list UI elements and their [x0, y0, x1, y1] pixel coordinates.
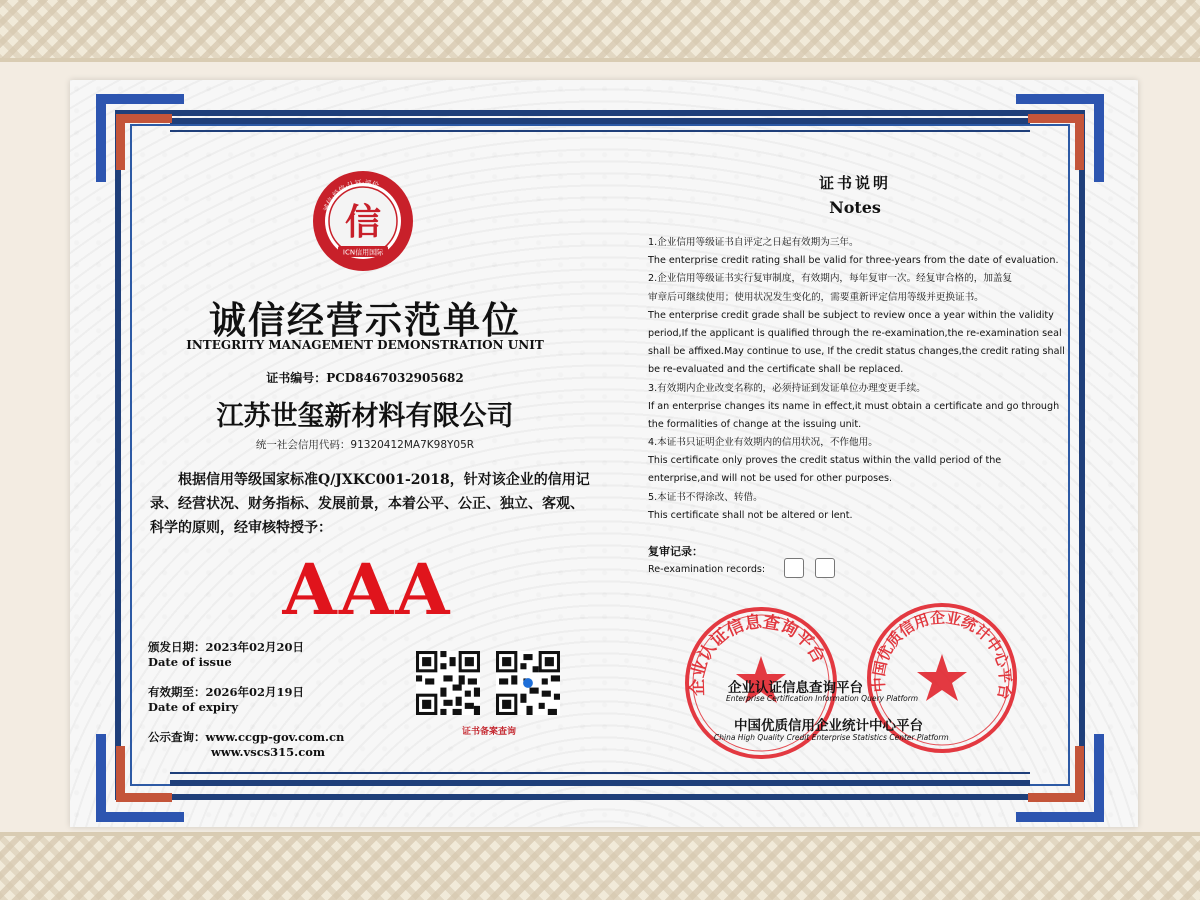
notes-line: 1.企业信用等级证书自评定之日起有效期为三年。 [648, 237, 859, 248]
credit-grade: AAA [282, 548, 452, 631]
notes-line: period,If the applicant is qualified through the re-examination,the re-examination seal [648, 327, 1062, 339]
notes-line: 5.本证书不得涂改、转借。 [648, 491, 763, 503]
platform-1-name-en: Enterprise Certification Information Query Platform [726, 694, 919, 703]
qr-code-icon[interactable] [496, 651, 560, 715]
expiry-date-cn: 有效期至：2026年02月19日 [148, 685, 305, 699]
notes-line: This certificate only proves the credit status within the valld period of the [648, 455, 1002, 467]
logo-center-glyph: 信 [344, 201, 382, 243]
credit-logo-icon [310, 168, 416, 274]
corner-ornament-bottom-right [1016, 734, 1104, 822]
notes-line: If an enterprise changes its name in effect,it must obtain a certificate and go through [648, 400, 1060, 412]
frame-top-rule [170, 118, 1030, 124]
frame-top-rule-thin [170, 130, 1030, 132]
notes-line: The enterprise credit rating shall be valid for three-years from the date of evaluation. [648, 255, 1059, 267]
notes-line: The enterprise credit grade shall be subject to review once a year within the validity [648, 309, 1054, 321]
validity-block [148, 640, 408, 760]
certificate-title-en: INTEGRITY MANAGEMENT DEMONSTRATION UNIT [186, 338, 544, 352]
notes-title-cn: 证书说明 [818, 174, 891, 192]
notes-line: This certificate shall not be altered or lent. [648, 509, 853, 521]
company-name: 江苏世玺新材料有限公司 [216, 401, 514, 432]
review-records-label-en: Re-examination records: [648, 564, 766, 575]
decorative-top-band [0, 0, 1200, 62]
platform-1-name-cn: 企业认证信息查询平台 [728, 680, 863, 696]
expiry-date-en: Date of expiry [148, 700, 239, 714]
issue-date-cn: 颁发日期：2023年02月20日 [148, 640, 305, 654]
certificate-number: 证书编号：PCD8467032905682 [266, 371, 464, 385]
certificate-title-cn: 诚信经营示范单位 [209, 298, 521, 342]
qr-code-icon[interactable] [416, 651, 480, 715]
review-records-label-cn: 复审记录： [648, 545, 703, 558]
review-record-box-2[interactable] [815, 558, 835, 578]
notes-line: 3.有效期内企业改变名称的，必须持证到发证单位办理变更手续。 [648, 382, 926, 394]
notes-line: enterprise,and will not be used for other purposes. [648, 473, 893, 485]
decorative-bottom-band [0, 832, 1200, 900]
notes-line: shall be affixed.May continue to use, If the credit status changes,the credit rating shall [648, 346, 1065, 358]
notes-list [648, 234, 1065, 525]
notes-line: 2.企业信用等级证书实行复审制度，有效期内，每年复审一次。经复审合格的，加盖复 [648, 273, 1013, 285]
notes-line: be re-evaluated and the certificate shall be replaced. [648, 364, 904, 376]
issue-date-en: Date of issue [148, 655, 232, 669]
seal-left-ring-text: 企业认证信息查询平台 [687, 612, 829, 697]
logo-ring-text: 诚信·经信·认证·评价 [322, 178, 380, 213]
corner-ornament-top-left [96, 94, 184, 182]
notes-line: 4.本证书只证明企业有效期内的信用状况，不作他用。 [648, 437, 878, 449]
social-credit-code: 统一社会信用代码：91320412MA7K98Y05R [255, 439, 475, 451]
corner-ornament-top-right [1016, 94, 1104, 182]
notes-title-en: Notes [829, 198, 881, 217]
query-url-2: www.vscs315.com [211, 745, 326, 759]
review-record-box-1[interactable] [784, 558, 804, 578]
award-statement: 根据信用等级国家标准Q/JXKC001-2018，针对该企业的信用记录、经营状况、财务指标、发展前景，本着公平、公正、独立、客观、科学的原则，经审核特授予： [150, 472, 590, 536]
query-url-1: 公示查询：www.ccgp-gov.com.cn [148, 730, 345, 744]
frame-bottom-rule-thin [170, 772, 1030, 774]
qr-codes [414, 651, 564, 741]
platform-2-name-en: China High Quality Credit Enterprise Statistics Center Platform [714, 733, 949, 742]
frame-bottom-rule [170, 780, 1030, 786]
qr-caption: 证书备案查询 [461, 727, 516, 737]
logo-banner-text: ICN信用国际 [342, 248, 384, 257]
seal-right-ring-text: 中国优质信用企业统计中心平台 [869, 608, 1015, 701]
notes-line: the formalities of change at the issuing unit. [648, 418, 862, 430]
notes-line: 审章后可继续使用；使用状况发生变化的，需要重新评定信用等级并更换证书。 [648, 291, 984, 303]
platform-2-name-cn: 中国优质信用企业统计中心平台 [734, 718, 923, 734]
